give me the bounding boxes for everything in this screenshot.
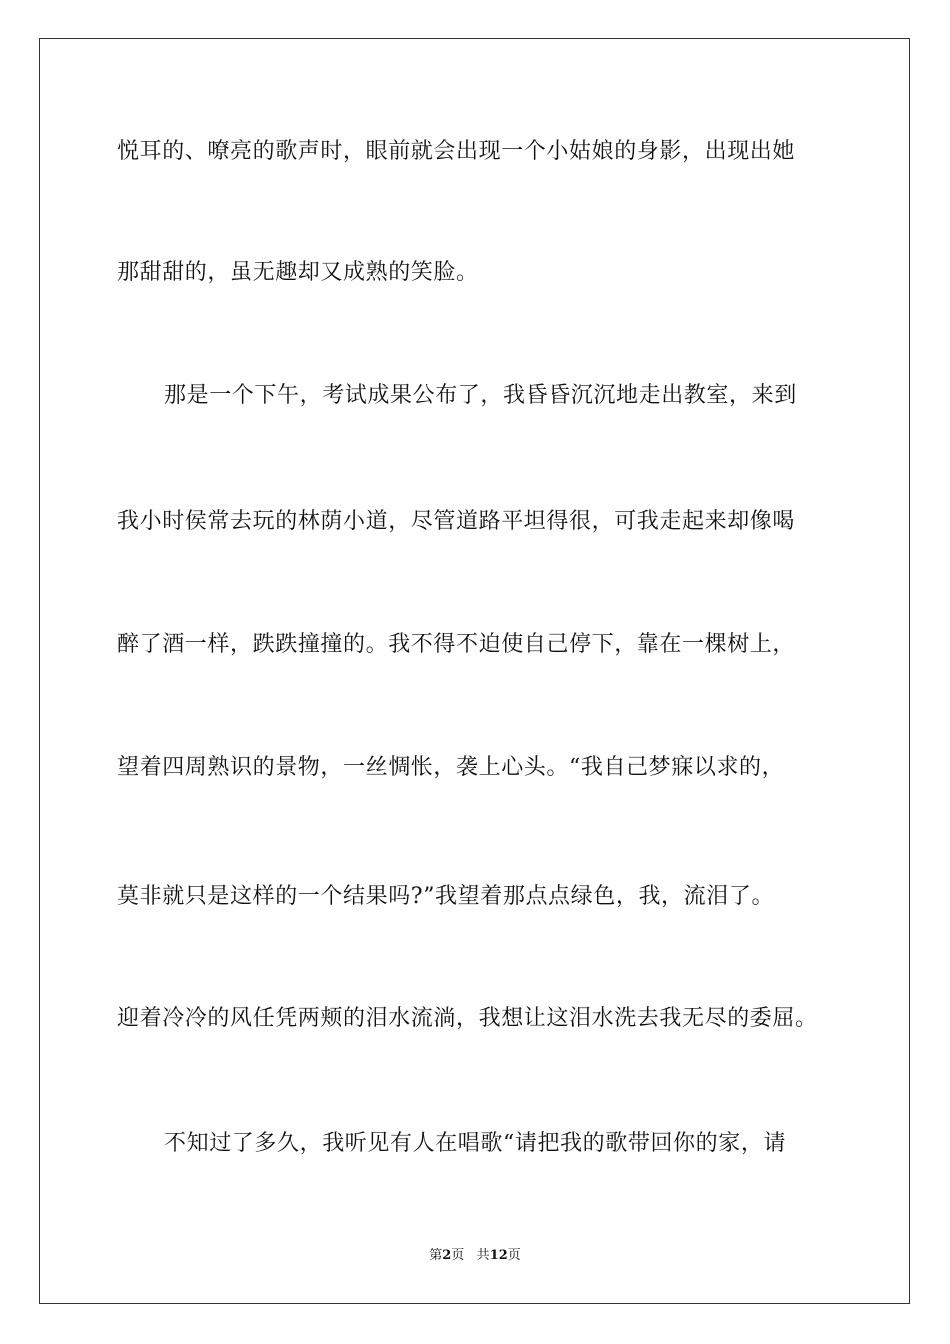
page-border (39, 38, 910, 1304)
text-line-5: 醉了酒一样，跌跌撞撞的。我不得不迫使自己停下，靠在一棵树上， (117, 632, 796, 657)
total-suffix: 页 (507, 1248, 521, 1263)
text-line-4: 我小时侯常去玩的林荫小道，尽管道路平坦得很，可我走起来却像喝 (117, 509, 796, 534)
page-number: 2 (442, 1248, 452, 1263)
text-line-6: 望着四周熟识的景物，一丝惆怅，袭上心头。“我自己梦寐以求的， (117, 755, 785, 780)
text-line-1: 悦耳的、嘹亮的歌声时，眼前就会出现一个小姑娘的身影，出现出她 (117, 139, 796, 164)
text-line-8: 迎着冷冷的风任凭两颊的泪水流淌，我想让这泪水洗去我无尽的委屈。 (117, 1006, 818, 1031)
text-line-2: 那甜甜的，虽无趣却又成熟的笑脸。 (117, 260, 479, 285)
total-prefix: 共 (476, 1248, 490, 1263)
text-line-7: 莫非就只是这样的一个结果吗?”我望着那点点绿色，我，流泪了。 (117, 884, 775, 909)
page-footer (0, 1247, 950, 1265)
text-line-3: 那是一个下午，考试成果公布了，我昏昏沉沉地走出教室，来到 (164, 383, 797, 408)
total-pages: 12 (489, 1248, 508, 1263)
text-line-9: 不知过了多久，我听见有人在唱歌“请把我的歌带回你的家，请 (164, 1131, 787, 1156)
page-suffix: 页 (451, 1248, 465, 1263)
page-prefix: 第 (429, 1248, 443, 1263)
